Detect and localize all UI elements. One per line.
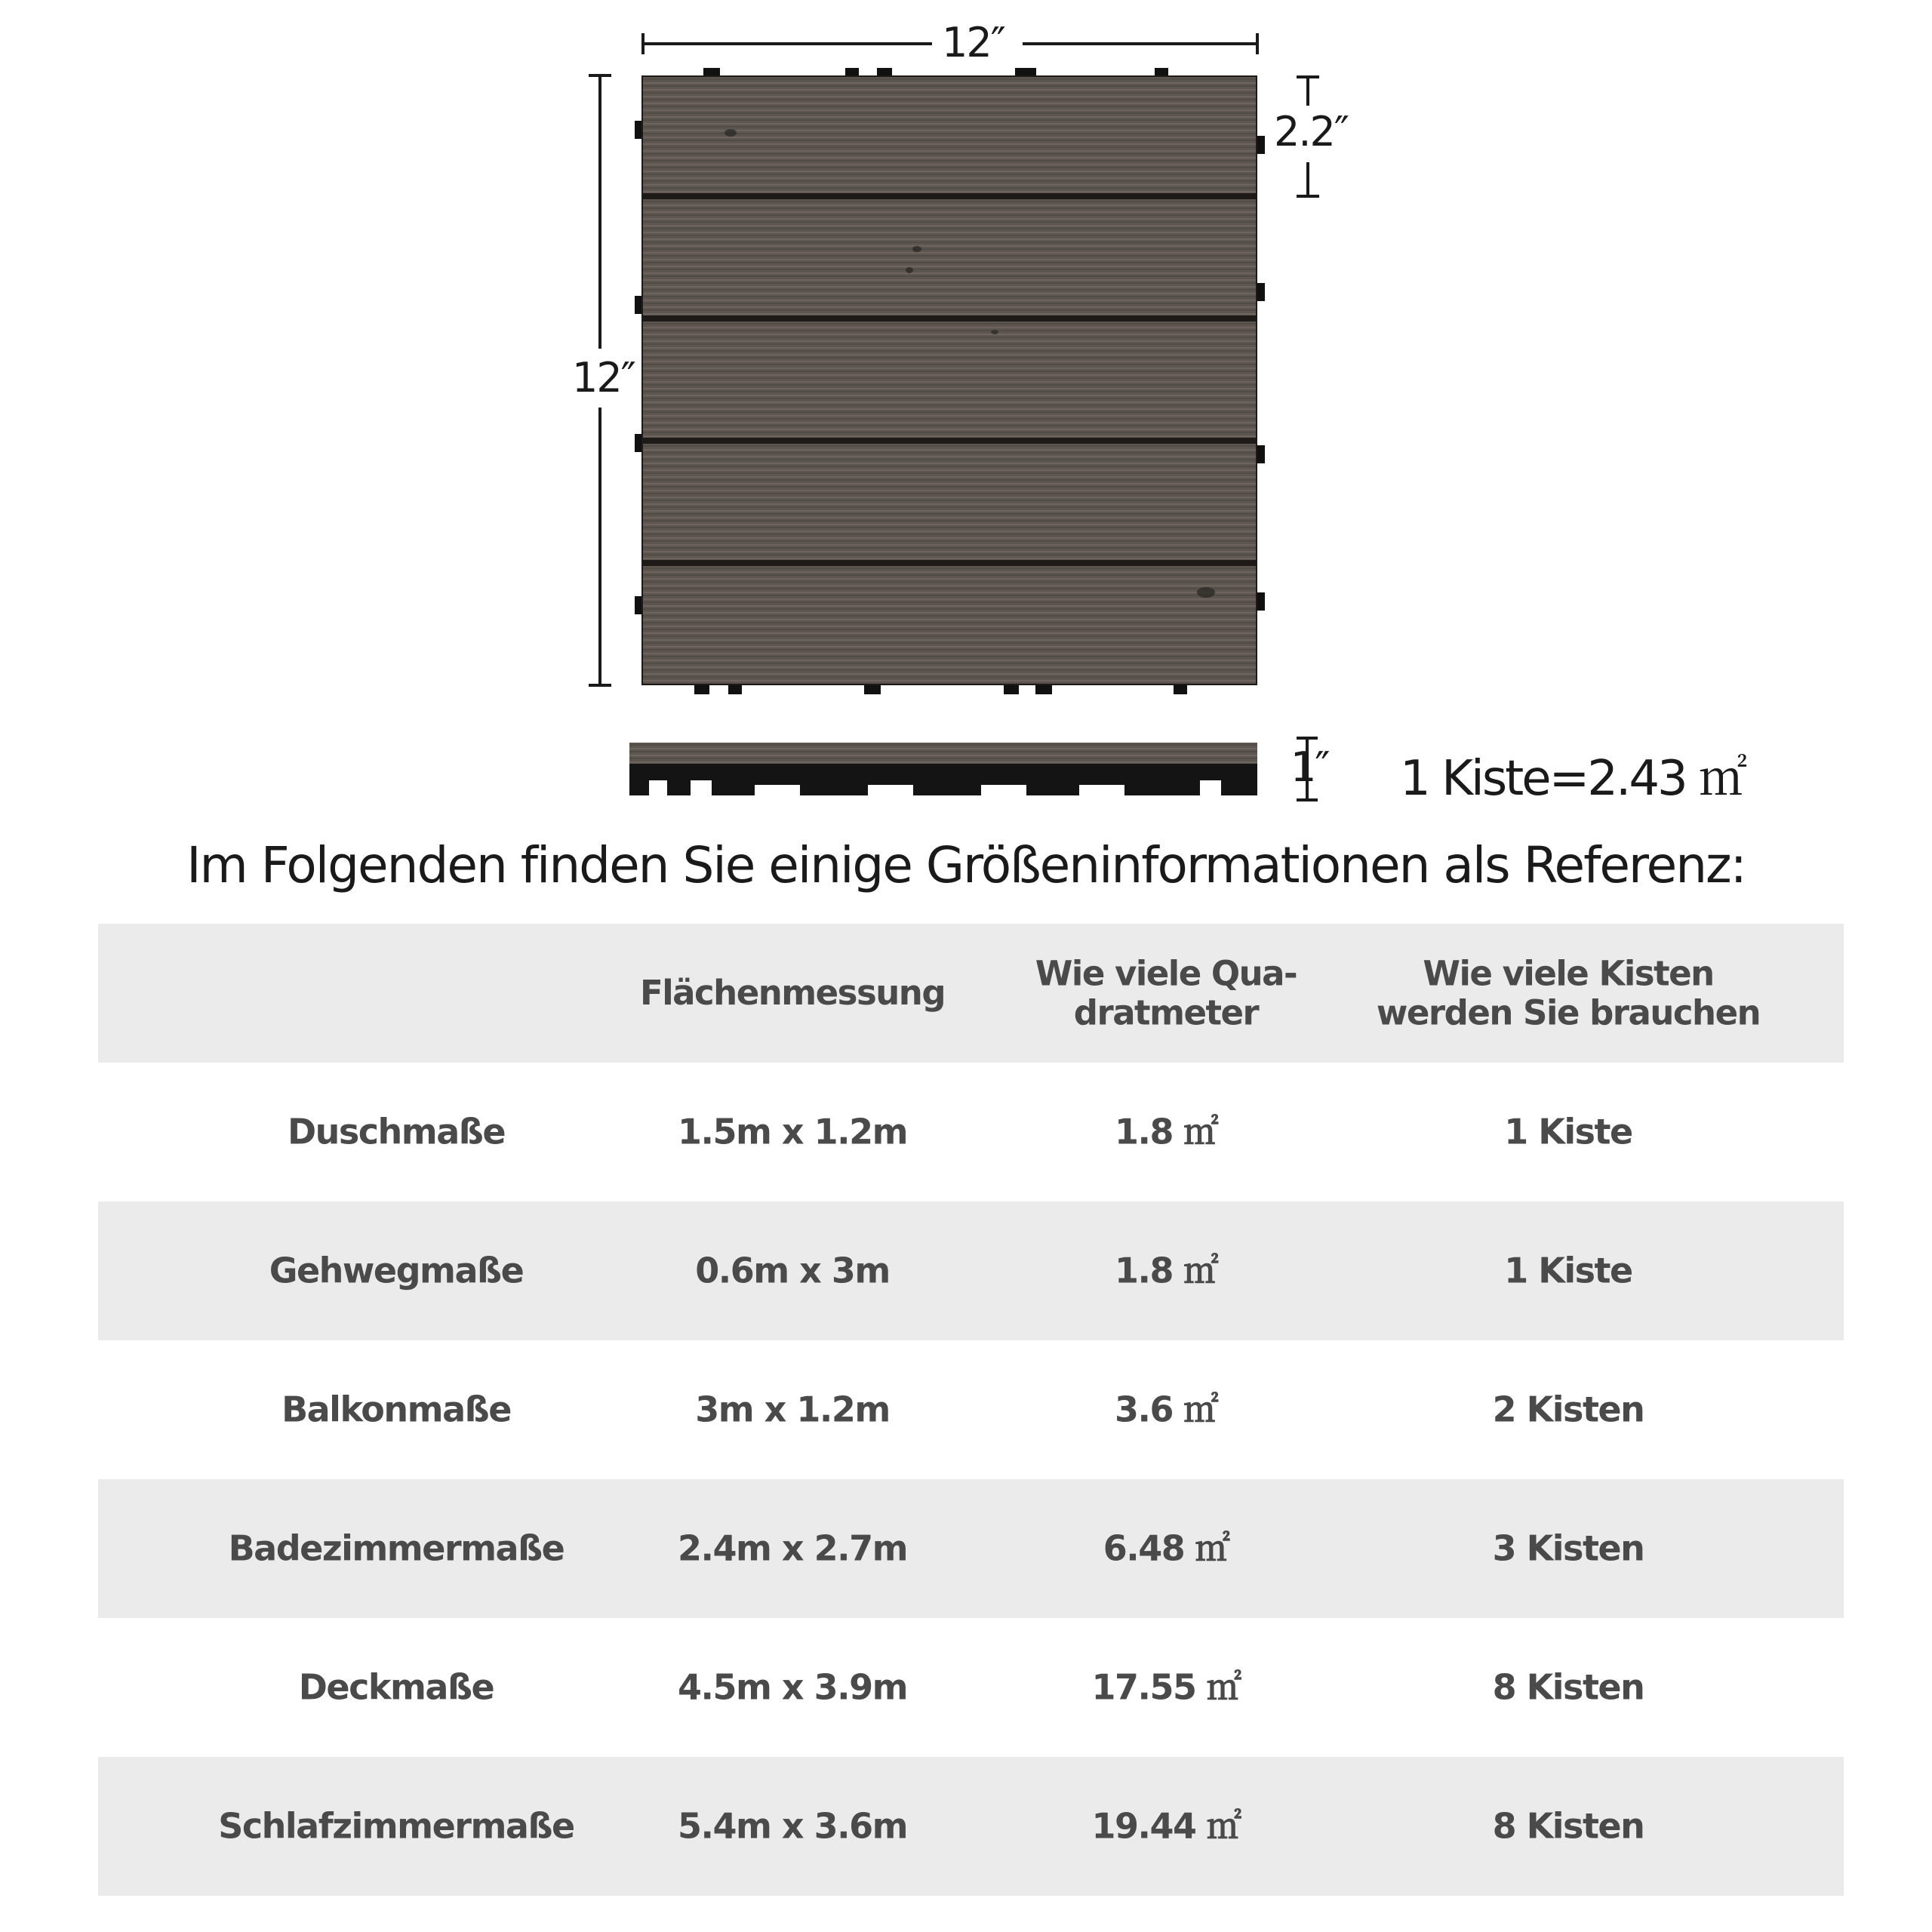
row-area: 6.48 ㎡ [1103,1527,1229,1569]
row-size: 0.6m x 3m [695,1250,890,1291]
thickness-label: 1″ [1291,743,1329,791]
header-square-meters-line1: Wie viele Qua- [1035,953,1297,994]
row-area: 19.44 ㎡ [1091,1805,1241,1847]
row-size: 2.4m x 2.7m [677,1527,908,1569]
row-size: 5.4m x 3.6m [677,1805,908,1847]
header-boxes-needed [1377,954,1760,1032]
header-square-meters-line2: dratmeter [1073,992,1259,1032]
size-reference-table [98,924,1844,1896]
row-boxes: 2 Kisten [1492,1389,1644,1430]
row-boxes: 3 Kisten [1492,1527,1644,1569]
tile-top-view [635,68,1265,694]
box-coverage-label: 1 Kiste=2.43 ㎡ [1400,751,1746,807]
row-area: 17.55 ㎡ [1091,1666,1241,1708]
width-label: 12″ [942,19,1004,66]
row-area: 1.8 ㎡ [1114,1250,1218,1291]
header-area-measurement: Flächenmessung [639,973,946,1014]
table-row [98,1479,1844,1618]
row-area: 1.8 ㎡ [1114,1111,1218,1152]
row-size: 1.5m x 1.2m [677,1111,908,1152]
deck-tile-drawing [0,0,1932,838]
row-boxes: 1 Kiste [1504,1111,1632,1152]
table-row [98,1618,1844,1757]
row-label: Schlafzimmermaße [218,1805,574,1847]
row-label: Gehwegmaße [269,1250,524,1291]
table-row [98,1201,1844,1340]
row-boxes: 8 Kisten [1492,1805,1644,1847]
row-label: Duschmaße [287,1111,506,1152]
height-label: 12″ [572,354,635,401]
plank-width-label: 2.2″ [1274,108,1349,155]
table-header-row [98,924,1844,1063]
table-row [98,1340,1844,1479]
tile-side-view [629,743,1257,795]
table-row [98,1757,1844,1896]
reference-heading: Im Folgenden finden Sie einige Größeninformationen als Referenz: [186,836,1746,894]
table-row [98,1063,1844,1201]
row-area: 3.6 ㎡ [1114,1389,1218,1430]
row-boxes: 1 Kiste [1504,1250,1632,1291]
row-boxes: 8 Kisten [1492,1666,1644,1708]
row-label: Badezimmermaße [228,1527,565,1569]
tile-diagram [0,0,1932,838]
row-size: 3m x 1.2m [695,1389,890,1430]
header-square-meters [1035,954,1297,1032]
header-boxes-needed-line2: werden Sie brauchen [1376,992,1761,1032]
row-label: Balkonmaße [281,1389,511,1430]
row-size: 4.5m x 3.9m [677,1666,908,1708]
header-boxes-needed-line1: Wie viele Kisten [1423,953,1714,994]
row-label: Deckmaße [298,1666,494,1708]
